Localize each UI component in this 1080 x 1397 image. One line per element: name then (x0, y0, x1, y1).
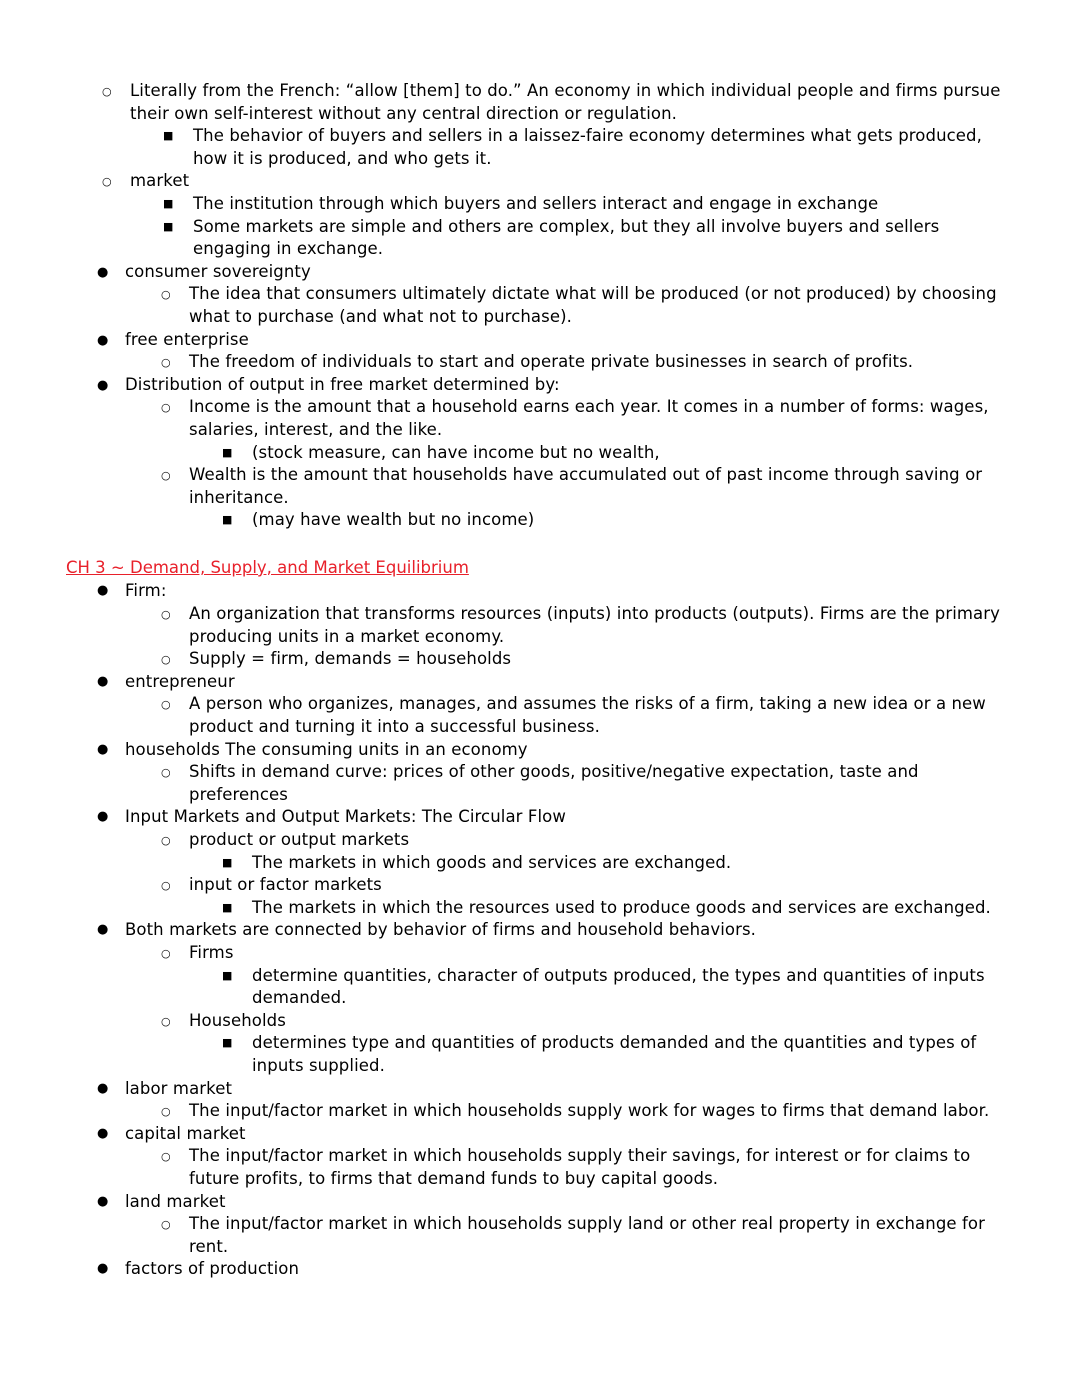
outline-item-text: ○ The idea that consumers ultimately dictate what will be produced (or not produced) by choosing what to purchase (and what not to purchase). (189, 283, 1014, 328)
outline-item-l2 (189, 351, 1014, 374)
outline-item-text: ○ Income is the amount that a household earns each year. It comes in a number of forms: wages, salaries, interest, and the like. (189, 396, 1014, 441)
outline-item-text: ● free enterprise (125, 329, 1014, 352)
outline-item-text: ■ (stock measure, can have income but no wealth, (252, 442, 1014, 465)
outline-sublist-l2 (125, 942, 1014, 1078)
outline-sublist-l2 (125, 351, 1014, 374)
outline-item-text: ● households The consuming units in an economy (125, 739, 1014, 762)
outline-item-l3 (252, 897, 1014, 920)
outline-item-text: ● consumer sovereignty (125, 261, 1014, 284)
outline-item-text: ○ The freedom of individuals to start and operate private businesses in search of profits. (189, 351, 1014, 374)
outline-item-l3 (252, 509, 1014, 532)
outline-sublist-l3 (189, 509, 1014, 532)
outline-item-l2 (189, 396, 1014, 464)
outline-item-l1 (125, 919, 1014, 1077)
outline-item-l2 (189, 1145, 1014, 1190)
outline-item-text: ○ Literally from the French: “allow [them] to do.” An economy in which individual people and firms pursue their own self-interest without any central direction or regulation. (130, 80, 1014, 125)
outline-item-text: ■ determine quantities, character of outputs produced, the types and quantities of inputs demanded. (252, 965, 1014, 1010)
outline-item-l1 (125, 1123, 1014, 1191)
outline-sublist-l2 (125, 396, 1014, 532)
outline-item-text: ○ The input/factor market in which households supply land or other real property in exchange for rent. (189, 1213, 1014, 1258)
outline-sublist-l2 (125, 1145, 1014, 1190)
outline-item-l1 (125, 671, 1014, 739)
notes-top-section (66, 80, 1014, 532)
outline-sublist-l3 (189, 852, 1014, 875)
outline-item-text: ○ product or output markets (189, 829, 1014, 852)
outline-item-l2 (189, 1213, 1014, 1258)
outline-item-text: ○ An organization that transforms resources (inputs) into products (outputs). Firms are the primary producing units in a market economy. (189, 603, 1014, 648)
outline-item-text: ● entrepreneur (125, 671, 1014, 694)
outline-item-l1 (125, 1078, 1014, 1123)
outline-item-text: ■ Some markets are simple and others are complex, but they all involve buyers and sellers engaging in exchange. (193, 216, 1014, 261)
outline-item-l1 (125, 1258, 1014, 1281)
outline-item-l1 (125, 374, 1014, 532)
outline-item-l1 (125, 261, 1014, 329)
outline-item-text: ○ A person who organizes, manages, and assumes the risks of a firm, taking a new idea or a new product and turning it into a successful business. (189, 693, 1014, 738)
outline-sublist-l3 (189, 897, 1014, 920)
outline-item-l3 (193, 125, 1014, 170)
outline-list-chapter (66, 580, 1014, 1280)
outline-item-text: ● Distribution of output in free market determined by: (125, 374, 1014, 397)
outline-item-text: ■ The institution through which buyers and sellers interact and engage in exchange (193, 193, 1014, 216)
outline-item-l2 (189, 693, 1014, 738)
outline-item-l2 (189, 761, 1014, 806)
outline-sublist-l3 (189, 442, 1014, 465)
outline-item-l3 (252, 965, 1014, 1010)
outline-sublist-l2 (125, 761, 1014, 806)
outline-sublist-l2 (125, 829, 1014, 919)
chapter-heading: CH 3 ~ Demand, Supply, and Market Equilibrium (66, 557, 469, 577)
outline-item-l1 (125, 580, 1014, 670)
outline-item-l2 (189, 283, 1014, 328)
outline-item-l2 (130, 170, 1014, 260)
outline-item-text: ● Firm: (125, 580, 1014, 603)
outline-item-text: ○ The input/factor market in which households supply their savings, for interest or for claims to future profits, to firms that demand funds to buy capital goods. (189, 1145, 1014, 1190)
outline-item-text: ● Both markets are connected by behavior of firms and household behaviors. (125, 919, 1014, 942)
outline-item-text: ○ Households (189, 1010, 1014, 1033)
outline-item-l2 (189, 874, 1014, 919)
outline-item-text: ■ The behavior of buyers and sellers in a laissez-faire economy determines what gets produced, how it is produced, and who gets it. (193, 125, 1014, 170)
outline-list-top (66, 80, 1014, 532)
outline-sublist-l2 (125, 603, 1014, 671)
outline-item-text: ● labor market (125, 1078, 1014, 1101)
outline-sublist-l2 (125, 693, 1014, 738)
outline-item-text: ■ The markets in which the resources used to produce goods and services are exchanged. (252, 897, 1014, 920)
outline-item-text: ● Input Markets and Output Markets: The Circular Flow (125, 806, 1014, 829)
outline-item-l2 (130, 80, 1014, 170)
outline-item-text: ● factors of production (125, 1258, 1014, 1281)
outline-sublist-l3 (130, 193, 1014, 261)
outline-item-l2 (189, 464, 1014, 532)
outline-item-text: ■ (may have wealth but no income) (252, 509, 1014, 532)
outline-item-text: ○ input or factor markets (189, 874, 1014, 897)
outline-item-text: ○ Firms (189, 942, 1014, 965)
outline-sublist-l2 (125, 1100, 1014, 1123)
outline-item-l3 (193, 216, 1014, 261)
outline-sublist-l3 (189, 1032, 1014, 1077)
outline-item-l1 (125, 806, 1014, 919)
outline-item-text: ○ The input/factor market in which households supply work for wages to firms that demand labor. (189, 1100, 1014, 1123)
outline-item-l2 (189, 829, 1014, 874)
outline-sublist-l3 (130, 125, 1014, 170)
outline-item-text: ● capital market (125, 1123, 1014, 1146)
outline-item-l1 (125, 329, 1014, 374)
outline-item-l3 (193, 193, 1014, 216)
outline-item-l2 (189, 1010, 1014, 1078)
outline-item-l2 (189, 603, 1014, 648)
outline-item-text: ■ The markets in which goods and services are exchanged. (252, 852, 1014, 875)
outline-item-l2 (189, 1100, 1014, 1123)
chapter-heading-wrapper (66, 532, 1014, 581)
outline-item-l1 (125, 739, 1014, 807)
outline-item-text: ● land market (125, 1191, 1014, 1214)
outline-item-text: ■ determines type and quantities of products demanded and the quantities and types of inputs supplied. (252, 1032, 1014, 1077)
notes-chapter-section (66, 580, 1014, 1280)
outline-item-text: ○ Supply = firm, demands = households (189, 648, 1014, 671)
outline-item-l1 (125, 1191, 1014, 1259)
outline-item-l2 (189, 648, 1014, 671)
outline-item-text: ○ Shifts in demand curve: prices of other goods, positive/negative expectation, taste and preferences (189, 761, 1014, 806)
outline-item-l3 (252, 852, 1014, 875)
outline-item-l3 (252, 1032, 1014, 1077)
outline-item-l3 (252, 442, 1014, 465)
outline-sublist-l3 (189, 965, 1014, 1010)
outline-sublist-l2 (125, 1213, 1014, 1258)
outline-item-text: ○ market (130, 170, 1014, 193)
outline-item-l2 (189, 942, 1014, 1010)
outline-sublist-l2 (125, 283, 1014, 328)
outline-item-text: ○ Wealth is the amount that households have accumulated out of past income through saving or inheritance. (189, 464, 1014, 509)
